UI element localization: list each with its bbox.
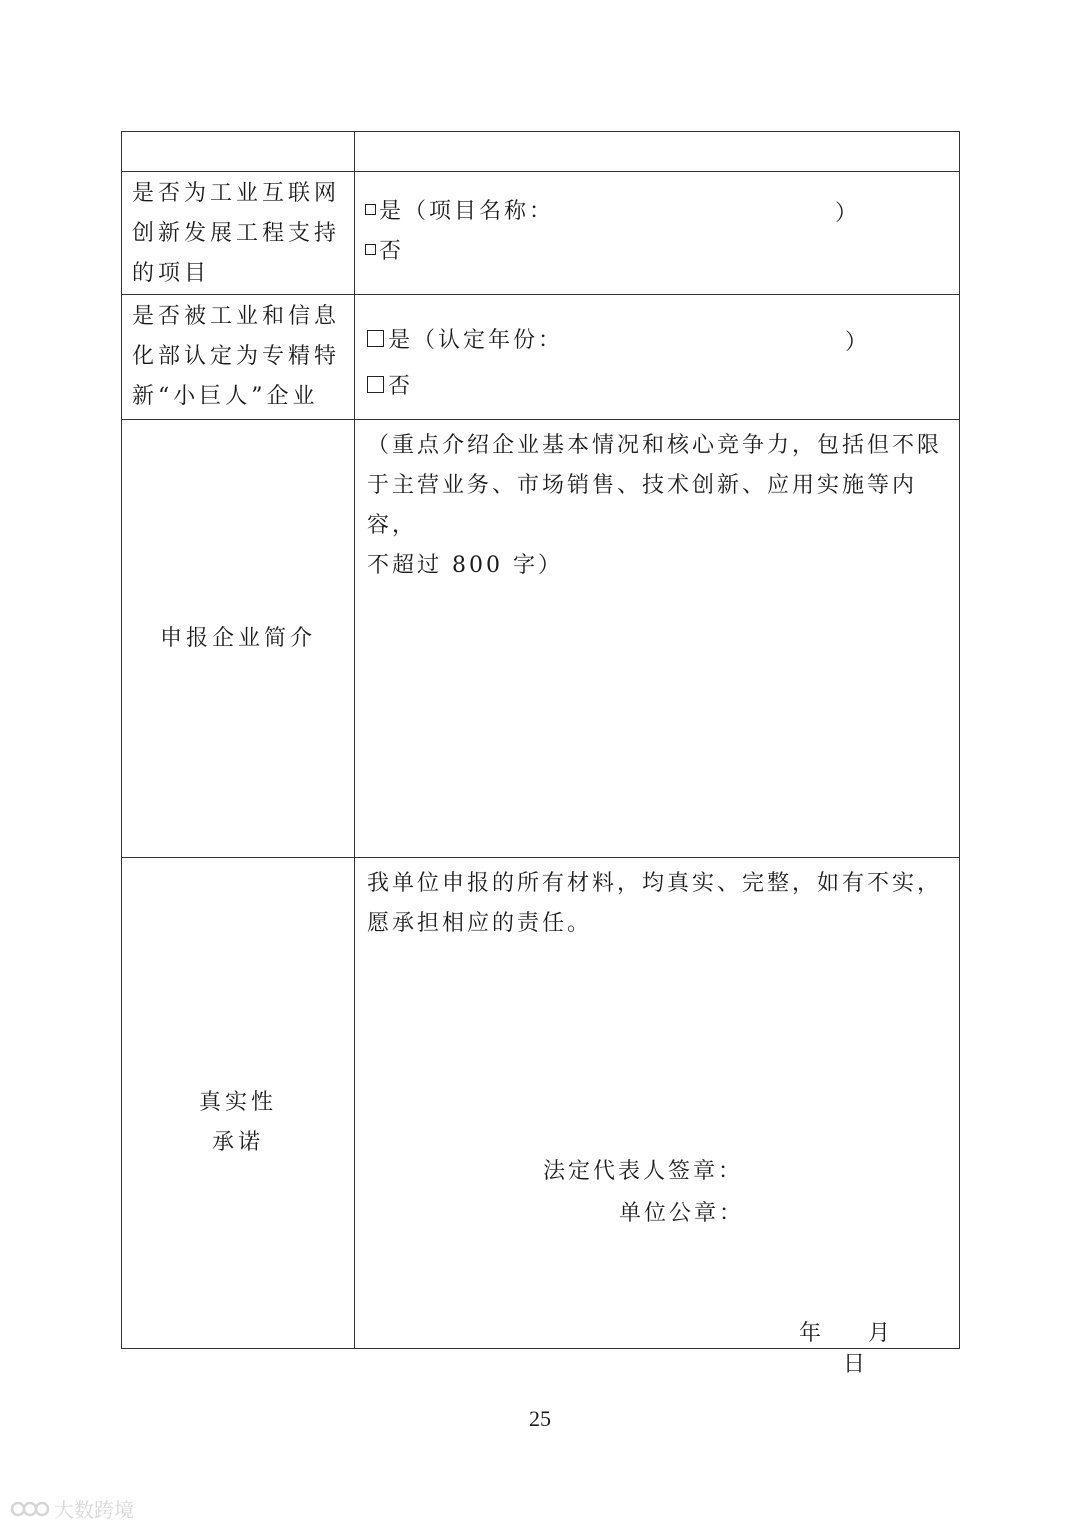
commitment-statement: 我单位申报的所有材料，均真实、完整，如有不实， 愿承担相应的责任。 — [367, 871, 943, 936]
intro-content-cell[interactable] — [355, 420, 960, 858]
specialized-option-yes[interactable]: 是（认定年份： — [367, 323, 563, 354]
date-year-label: 年 — [799, 1321, 822, 1346]
company-seal-label[interactable]: 单位公章： — [619, 1201, 745, 1226]
industrial-internet-label-cell — [122, 172, 355, 295]
logo-icon — [10, 1498, 50, 1520]
commitment-content-cell — [355, 858, 960, 1377]
industrial-internet-option-yes[interactable]: 是（项目名称： — [365, 194, 554, 225]
specialized-label: 是否被工业和信息 化部认定为专精特 新“小巨人”企业 — [132, 304, 341, 409]
intro-label: 申报企业简介 — [159, 625, 316, 651]
industrial-internet-label: 是否为工业互联网 创新发展工程支持 的项目 — [132, 181, 341, 286]
intro-label-cell — [122, 420, 355, 858]
application-form-table — [121, 131, 960, 1377]
page-number: 25 — [529, 1406, 551, 1431]
commitment-label: 真实性 承诺 — [198, 1090, 277, 1155]
checkbox-icon[interactable] — [367, 376, 384, 393]
checkbox-icon[interactable] — [365, 244, 376, 255]
table-row-top-empty — [122, 132, 960, 172]
watermark — [10, 1494, 134, 1523]
specialized-option-no[interactable]: 否 — [367, 369, 413, 400]
date-day-label: 日 — [843, 1352, 866, 1377]
table-row-commitment — [122, 858, 960, 1349]
empty-value-cell[interactable] — [355, 132, 960, 172]
checkbox-icon[interactable] — [367, 330, 384, 347]
table-row-industrial-internet — [122, 172, 960, 295]
legal-representative-signature-label[interactable]: 法定代表人签章： — [543, 1159, 744, 1184]
watermark-text: 大数跨境 — [54, 1498, 134, 1522]
empty-label-cell — [122, 132, 355, 172]
specialized-label-cell — [122, 295, 355, 420]
specialized-options-cell: 是（认定年份： ） 否 — [355, 295, 960, 420]
date-month-label: 月 — [868, 1321, 891, 1346]
intro-instructions: （重点介绍企业基本情况和核心竞争力，包括但不限 于主营业务、市场销售、技术创新、应用实施等内容， 不超过 800 字） — [367, 433, 943, 578]
date-line[interactable] — [799, 1316, 959, 1378]
checkbox-icon[interactable] — [365, 204, 376, 215]
table-row-specialized — [122, 295, 960, 420]
commitment-label-cell — [122, 858, 355, 1349]
industrial-internet-option-no[interactable]: 否 — [365, 234, 404, 265]
industrial-internet-options-cell: 是（项目名称： ） 否 — [355, 172, 960, 295]
table-row-intro — [122, 420, 960, 858]
